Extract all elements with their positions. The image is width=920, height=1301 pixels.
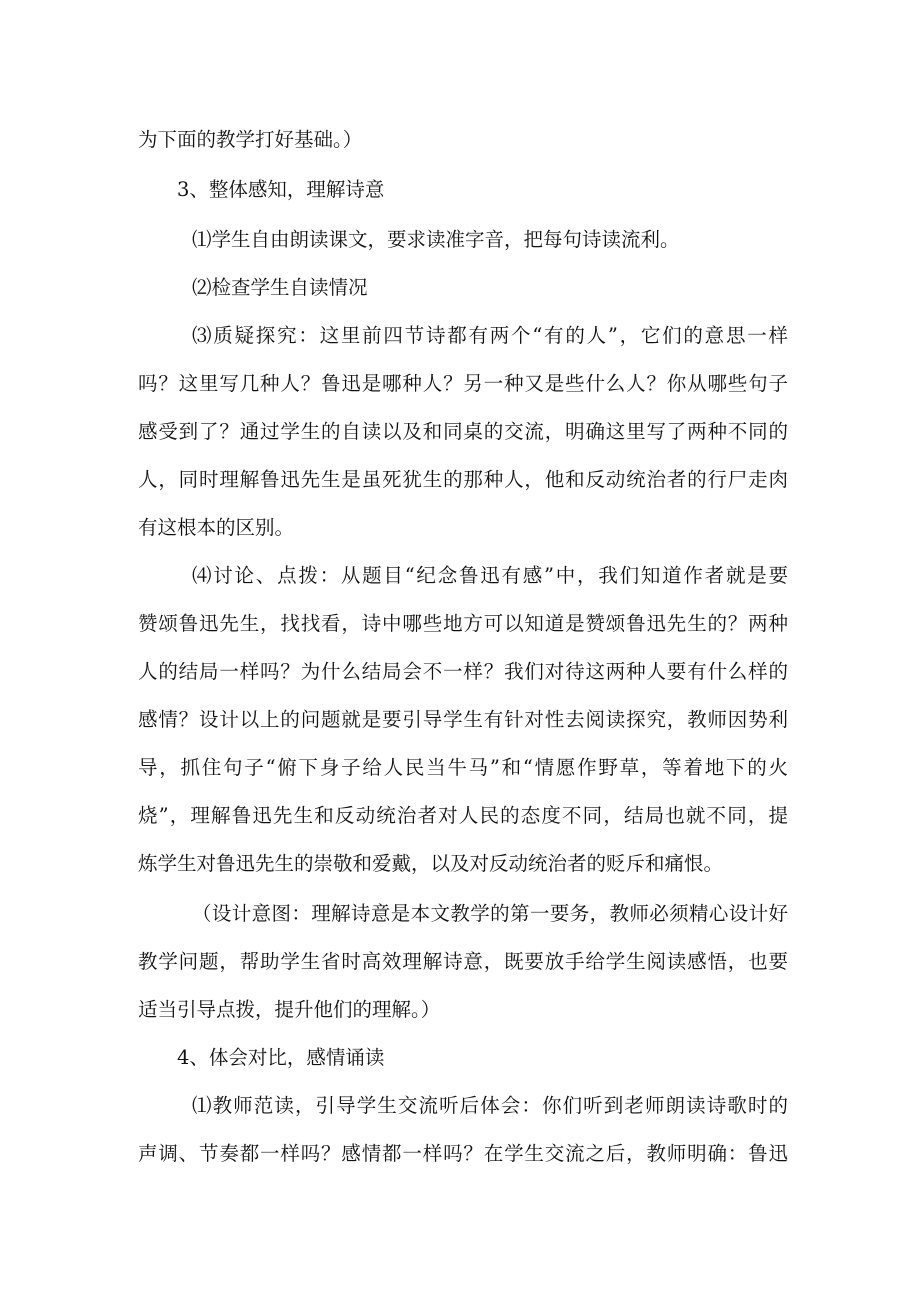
- text-line: 感情？设计以上的问题就是要引导学生有针对性去阅读探究，教师因势利: [138, 708, 788, 731]
- text-line: 人，同时理解鲁迅先生是虽死犹生的那种人，他和反动统治者的行尸走肉: [138, 468, 788, 491]
- text-line: 赞颂鲁迅先生，找找看，诗中哪些地方可以知道是赞颂鲁迅先生的？两种: [138, 612, 788, 635]
- text-line: （设计意图：理解诗意是本文教学的第一要务，教师必须精心设计好: [192, 902, 788, 925]
- section-heading: 3、整体感知，理解诗意: [177, 178, 385, 201]
- text-line: 声调、节奏都一样吗？感情都一样吗？在学生交流之后，教师明确：鲁迅: [138, 1142, 788, 1165]
- text-line: 感受到了？通过学生的自读以及和同桌的交流，明确这里写了两种不同的: [138, 420, 788, 443]
- text-line: 人的结局一样吗？为什么结局会不一样？我们对待这两种人要有什么样的: [138, 660, 788, 683]
- text-line: 教学问题，帮助学生省时高效理解诗意，既要放手给学生阅读感悟，也要: [138, 950, 788, 973]
- text-line: 适当引导点拨，提升他们的理解。）: [138, 998, 441, 1021]
- text-line: ⑴学生自由朗读课文，要求读准字音，把每句诗读流利。: [192, 228, 680, 251]
- text-line: 导，抓住句子“俯下身子给人民当牛马”和“情愿作野草，等着地下的火: [138, 756, 788, 779]
- text-line: 为下面的教学打好基础。）: [138, 128, 363, 151]
- text-line: ⑶质疑探究：这里前四节诗都有两个“有的人”，它们的意思一样: [192, 324, 788, 347]
- text-line: ⑷讨论、点拨：从题目“纪念鲁迅有感”中，我们知道作者就是要: [192, 564, 788, 587]
- section-heading: 4、体会对比，感情诵读: [177, 1046, 385, 1069]
- text-line: 有这根本的区别。: [138, 516, 295, 539]
- text-line: 烧”，理解鲁迅先生和反动统治者对人民的态度不同，结局也就不同，提: [138, 804, 788, 827]
- text-line: 吗？这里写几种人？鲁迅是哪种人？另一种又是些什么人？你从哪些句子: [138, 372, 788, 395]
- text-line: ⑴教师范读，引导学生交流听后体会：你们听到老师朗读诗歌时的: [192, 1094, 788, 1117]
- text-line: ⑵检查学生自读情况: [192, 276, 368, 299]
- text-line: 炼学生对鲁迅先生的崇敬和爱戴，以及对反动统治者的贬斥和痛恨。: [138, 852, 724, 875]
